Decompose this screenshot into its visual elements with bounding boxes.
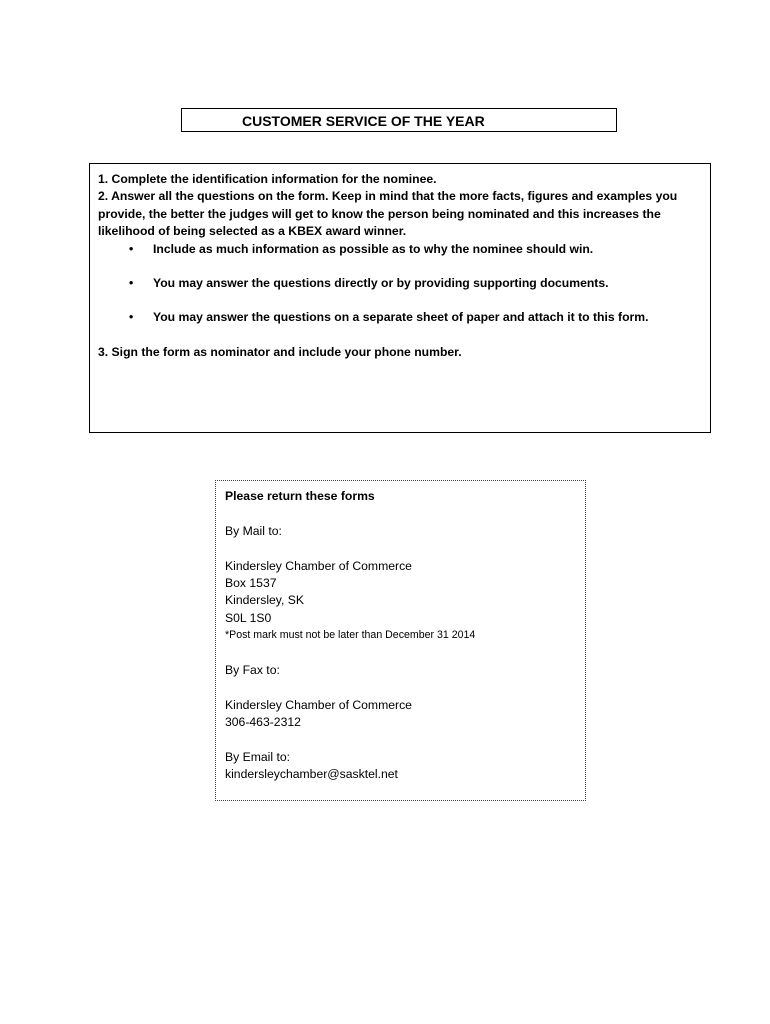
- instruction-item-3: 3. Sign the form as nominator and include your phone number.: [98, 344, 462, 359]
- instructions-box: [89, 163, 711, 433]
- instruction-bullet-2: [98, 275, 698, 292]
- bullet-icon: •: [129, 241, 134, 256]
- postmark-note: *Post mark must not be later than December 31 2014: [225, 629, 476, 642]
- mail-city: Kindersley, SK: [225, 593, 305, 608]
- instructions-list: [98, 171, 698, 361]
- by-fax-label: By Fax to:: [225, 663, 280, 678]
- mail-box: Box 1537: [225, 576, 277, 590]
- instruction-item-2: 2. Answer all the questions on the form. Keep in mind that the more facts, figures and examples you provide, the better the judges will get to know the person being nominated and this increases the likelihood of being selected as a KBEX award winner.: [98, 189, 678, 239]
- bullet-text: You may answer the questions directly or by providing supporting documents.: [153, 276, 609, 291]
- return-info-box: [215, 480, 586, 801]
- return-info: [225, 488, 575, 784]
- instruction-item-1: 1. Complete the identification information for the nominee.: [98, 172, 437, 186]
- page-title: CUSTOMER SERVICE OF THE YEAR: [242, 113, 485, 129]
- title-box: [181, 108, 617, 132]
- return-heading: Please return these forms: [225, 489, 375, 503]
- bullet-text: You may answer the questions on a separate sheet of paper and attach it to this form.: [153, 310, 649, 325]
- bullet-icon: •: [129, 310, 134, 325]
- bullet-text: Include as much information as possible as to why the nominee should win.: [153, 241, 594, 256]
- mail-name: Kindersley Chamber of Commerce: [225, 558, 412, 573]
- by-email-label: By Email to:: [225, 750, 291, 765]
- instruction-bullet-3: [98, 309, 698, 326]
- by-mail-label: By Mail to:: [225, 523, 282, 538]
- instruction-bullet-1: [98, 241, 698, 258]
- bullet-icon: •: [129, 276, 134, 291]
- email-address: kindersleychamber@sasktel.net: [225, 767, 398, 782]
- fax-name: Kindersley Chamber of Commerce: [225, 697, 412, 712]
- fax-number: 306-463-2312: [225, 715, 301, 730]
- mail-postal: S0L 1S0: [225, 610, 272, 625]
